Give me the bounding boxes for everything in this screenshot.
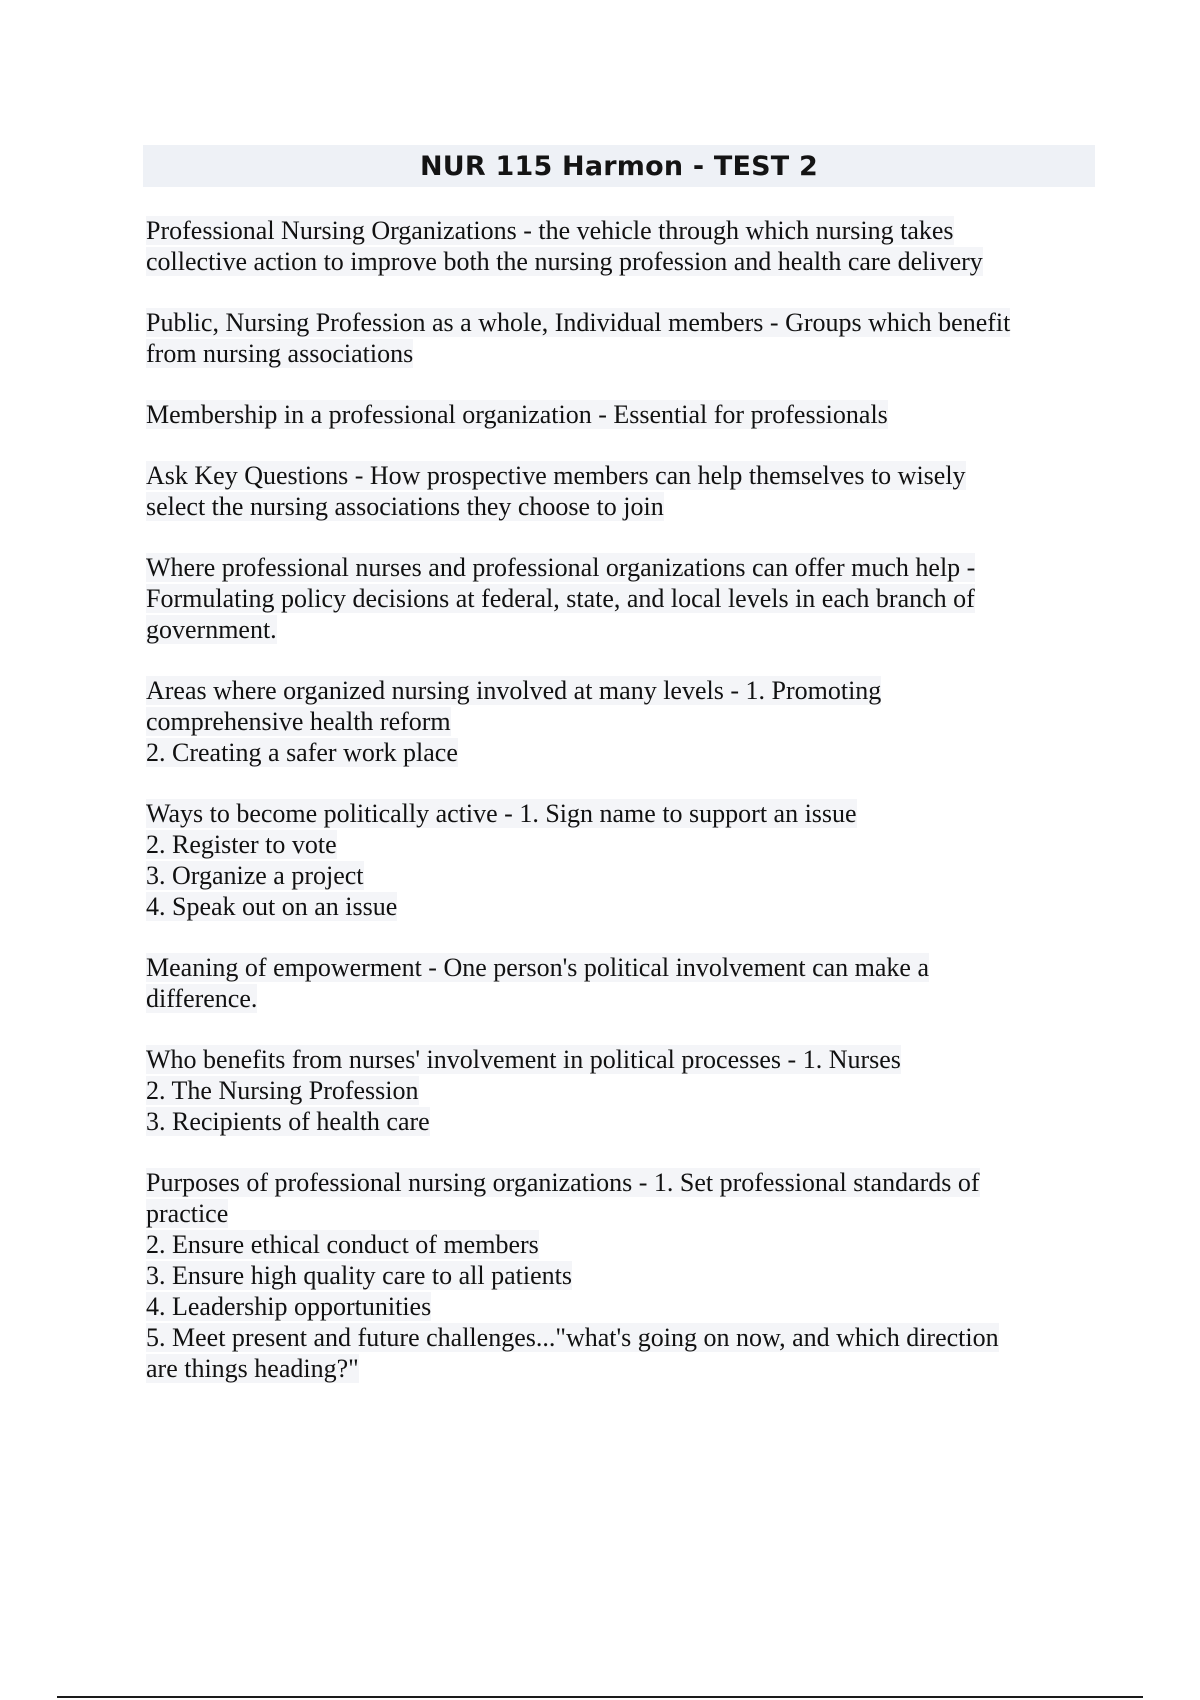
entry-line: Purposes of professional nursing organizations - 1. Set professional standards of xyxy=(146,1168,980,1197)
entry-line: 2. Register to vote xyxy=(146,830,337,859)
entry-line: comprehensive health reform xyxy=(146,707,451,736)
flashcard-entry xyxy=(146,215,1096,277)
flashcard-entry xyxy=(146,675,1096,768)
entry-line: 2. Ensure ethical conduct of members xyxy=(146,1230,539,1259)
entry-line: Who benefits from nurses' involvement in political processes - 1. Nurses xyxy=(146,1045,901,1074)
entry-line: Membership in a professional organization - Essential for professionals xyxy=(146,400,888,429)
flashcard-entry xyxy=(146,952,1096,1014)
entry-line: Meaning of empowerment - One person's political involvement can make a xyxy=(146,953,929,982)
title-bar xyxy=(143,145,1095,187)
flashcard-entry xyxy=(146,1167,1096,1384)
entry-line: difference. xyxy=(146,984,258,1013)
entry-line: Where professional nurses and professional organizations can offer much help - xyxy=(146,553,976,582)
entry-line: 2. The Nursing Profession xyxy=(146,1076,419,1105)
entry-line: Ask Key Questions - How prospective members can help themselves to wisely xyxy=(146,461,966,490)
flashcard-entry xyxy=(146,460,1096,522)
entry-line: are things heading?" xyxy=(146,1354,359,1383)
flashcard-entry xyxy=(146,552,1096,645)
entry-line: 3. Recipients of health care xyxy=(146,1107,430,1136)
entry-line: practice xyxy=(146,1199,229,1228)
flashcard-entry xyxy=(146,1044,1096,1137)
entry-line: government. xyxy=(146,615,277,644)
entry-line: 4. Speak out on an issue xyxy=(146,892,398,921)
document-title: NUR 115 Harmon - TEST 2 xyxy=(419,150,819,182)
flashcard-entry xyxy=(146,399,1096,430)
entry-line: from nursing associations xyxy=(146,339,414,368)
entry-line: 2. Creating a safer work place xyxy=(146,738,458,767)
entry-line: Public, Nursing Profession as a whole, Individual members - Groups which benefit xyxy=(146,308,1011,337)
footer-rule xyxy=(57,1696,1143,1698)
flashcard-entry xyxy=(146,798,1096,922)
entry-line: Formulating policy decisions at federal, state, and local levels in each branch of xyxy=(146,584,975,613)
entry-line: 3. Ensure high quality care to all patients xyxy=(146,1261,572,1290)
flashcard-entry xyxy=(146,307,1096,369)
entry-line: 4. Leadership opportunities xyxy=(146,1292,432,1321)
entry-line: Professional Nursing Organizations - the vehicle through which nursing takes xyxy=(146,216,954,245)
entry-line: Ways to become politically active - 1. Sign name to support an issue xyxy=(146,799,857,828)
entry-line: collective action to improve both the nursing profession and health care delivery xyxy=(146,247,983,276)
entry-line: Areas where organized nursing involved at many levels - 1. Promoting xyxy=(146,676,882,705)
flashcard-list xyxy=(146,215,1096,1414)
entry-line: select the nursing associations they choose to join xyxy=(146,492,664,521)
entry-line: 5. Meet present and future challenges..."what's going on now, and which direction xyxy=(146,1323,999,1352)
entry-line: 3. Organize a project xyxy=(146,861,364,890)
